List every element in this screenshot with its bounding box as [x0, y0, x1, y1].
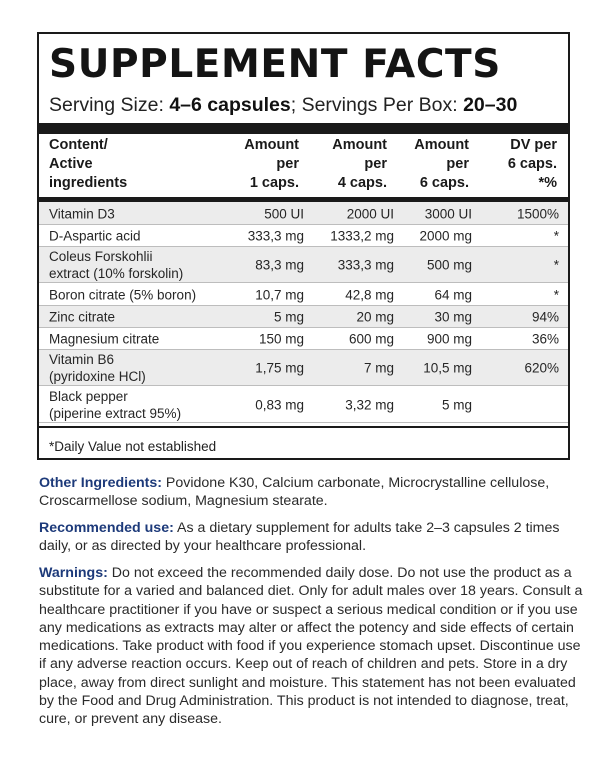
ingredient-name: Coleus Forskohlii extract (10% forskolin): [49, 249, 184, 281]
daily-value-cell: 36%: [531, 331, 559, 347]
serving-size-label: Serving Size:: [49, 94, 170, 116]
amount-cell: 2000 mg: [419, 228, 472, 244]
recommended-use: [39, 519, 587, 556]
ingredient-name: Vitamin B6 (pyridoxine HCl): [49, 352, 146, 384]
header-amount-4-caps: Amount per 4 caps.: [332, 137, 387, 191]
warnings-text: Do not exceed the recommended daily dose. Do not use the product as a substitute for a varied and balanced diet. Only for adult males over 18 years. Consult a healthcare practitioner if you have or suspect a serious medical condition or if you use any medications as extracts may alter or affect the potency and side effects of certain medications. Take product with food if you experience stomach upset. Discontinue use if any adverse reaction occurs. Keep out of reach of children and pets. Store in a dry place, away from direct sunlight and moisture. This statement has not been evaluated by the Food and Drug Administration. This product is not intended to diagnose, treat, cure, or prevent any disease.: [39, 565, 583, 728]
ingredient-name: Zinc citrate: [49, 309, 116, 325]
other-ingredients-label: Other Ingredients:: [39, 475, 162, 491]
amount-cell: 64 mg: [434, 287, 472, 302]
header-ingredients: Content/ Active ingredients: [49, 137, 128, 191]
ingredient-name: Black pepper (piperine extract 95%): [49, 388, 182, 421]
table-row: [39, 225, 568, 247]
amount-cell: 1,75 mg: [255, 360, 304, 376]
recommended-use-text: As a dietary supplement for adults take 2–3 capsules 2 times daily, or as directed by your healthcare professional.: [39, 520, 560, 555]
table-row: [39, 247, 568, 283]
daily-value-footnote: *Daily Value not established: [49, 439, 217, 454]
amount-cell: 7 mg: [363, 360, 394, 376]
other-ingredients: [39, 474, 587, 511]
amount-cell: 42,8 mg: [345, 287, 394, 302]
panel-title: SUPPLEMENT FACTS: [49, 42, 501, 87]
amount-cell: 900 mg: [426, 331, 472, 347]
table-row: [39, 350, 568, 386]
table-row: [39, 328, 568, 350]
warnings-label: Warnings:: [39, 565, 108, 581]
amount-cell: 600 mg: [348, 331, 394, 347]
daily-value-cell: *: [553, 287, 559, 302]
amount-cell: 333,3 mg: [337, 257, 394, 273]
amount-cell: 500 UI: [264, 206, 304, 221]
servings-value: 20–30: [463, 94, 518, 116]
ingredient-name: Vitamin D3: [49, 206, 115, 221]
daily-value-cell: 1500%: [516, 206, 559, 221]
amount-cell: 20 mg: [356, 309, 394, 325]
warnings: [39, 564, 587, 729]
ingredient-name: D-Aspartic acid: [49, 228, 141, 244]
amount-cell: 5 mg: [441, 397, 472, 412]
amount-cell: 333,3 mg: [247, 228, 304, 244]
other-ingredients-text: Povidone K30, Calcium carbonate, Microcrystalline cellulose, Croscarmellose sodium, Magnesium stearate.: [39, 475, 550, 510]
table-row: [39, 283, 568, 306]
table-row: [39, 202, 568, 225]
daily-value-cell: 620%: [524, 360, 559, 376]
amount-cell: 83,3 mg: [255, 257, 304, 273]
servings-label: ; Servings Per Box:: [290, 94, 464, 116]
amount-cell: 500 mg: [426, 257, 472, 273]
amount-cell: 1333,2 mg: [330, 228, 394, 244]
amount-cell: 2000 UI: [346, 206, 394, 221]
header-daily-value: DV per 6 caps. *%: [507, 137, 557, 191]
daily-value-cell: *: [553, 228, 559, 244]
daily-value-cell: 94%: [531, 309, 559, 325]
serving-size-value: 4–6 capsules: [169, 94, 291, 116]
amount-cell: 3,32 mg: [345, 397, 394, 412]
bottom-divider: [39, 426, 568, 428]
ingredient-name: Boron citrate (5% boron): [49, 287, 197, 302]
table-row: [39, 306, 568, 328]
amount-cell: 150 mg: [258, 331, 304, 347]
header-amount-1-cap: Amount per 1 caps.: [244, 137, 299, 191]
row-separator: [39, 422, 568, 423]
supplement-facts-panel: [37, 32, 570, 460]
amount-cell: 10,7 mg: [255, 287, 304, 302]
amount-cell: 30 mg: [434, 309, 472, 325]
serving-info: [49, 92, 517, 118]
ingredient-name: Magnesium citrate: [49, 331, 160, 347]
header-amount-6-caps: Amount per 6 caps.: [414, 137, 469, 191]
thick-divider: [39, 123, 568, 134]
amount-cell: 5 mg: [273, 309, 304, 325]
daily-value-cell: *: [553, 257, 559, 273]
amount-cell: 10,5 mg: [423, 360, 472, 376]
amount-cell: 3000 UI: [424, 206, 472, 221]
amount-cell: 0,83 mg: [255, 397, 304, 412]
recommended-use-label: Recommended use:: [39, 520, 174, 536]
table-row: [39, 386, 568, 423]
